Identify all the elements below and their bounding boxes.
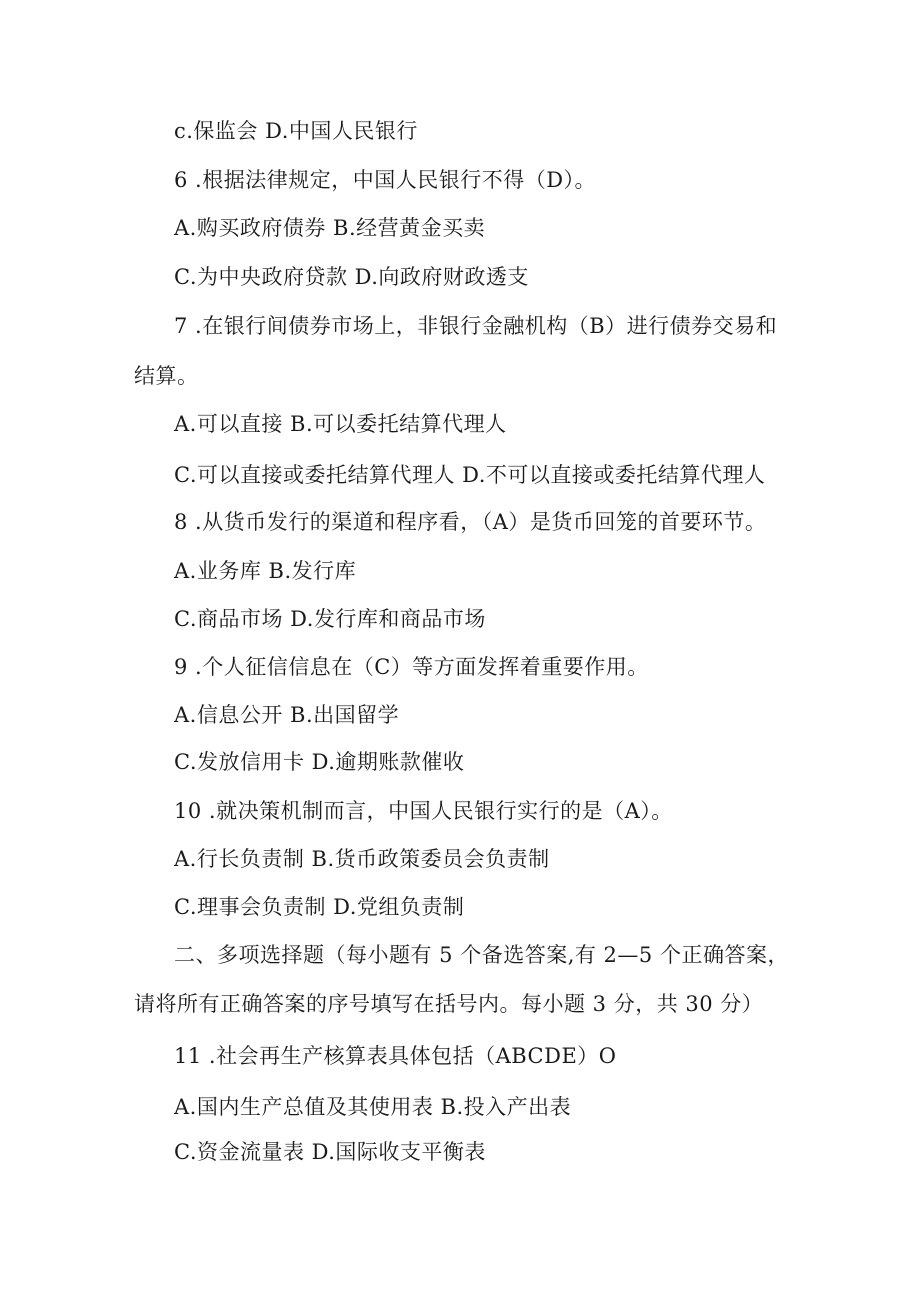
section-heading-multiple-choice: 二、多项选择题（每小题有 5 个备选答案,有 2—5 个正确答案， <box>174 943 789 967</box>
question-6-options-cd: C.为中央政府贷款 D.向政府财政透支 <box>174 265 529 289</box>
question-9-options-cd: C.发放信用卡 D.逾期账款催收 <box>174 750 465 774</box>
question-7-options-cd: C.可以直接或委托结算代理人 D.不可以直接或委托结算代理人 <box>174 463 766 487</box>
question-8: 8 .从货币发行的渠道和程序看，（A）是货币回笼的首要环节。 <box>174 510 767 534</box>
question-10: 10 .就决策机制而言，中国人民银行实行的是（A）。 <box>174 799 673 823</box>
question-10-options-cd: C.理事会负责制 D.党组负责制 <box>174 895 465 919</box>
question-8-options-ab: A.业务库 B.发行库 <box>174 559 357 583</box>
question-11-options-cd: C.资金流量表 D.国际收支平衡表 <box>174 1140 486 1164</box>
question-11-options-ab: A.国内生产总值及其使用表 B.投入产出表 <box>174 1095 572 1119</box>
text-line-option-c-d: c.保监会 D.中国人民银行 <box>174 119 418 143</box>
question-9: 9 .个人征信信息在（C）等方面发挥着重要作用。 <box>174 655 649 679</box>
question-7: 7 .在银行间债券市场上，非银行金融机构（B）进行债券交易和 <box>174 314 778 338</box>
question-6: 6 .根据法律规定，中国人民银行不得（D）。 <box>174 168 597 192</box>
question-11: 11 .社会再生产核算表具体包括（ABCDE）O <box>174 1044 617 1068</box>
question-7-options-ab: A.可以直接 B.可以委托结算代理人 <box>174 412 507 436</box>
question-8-options-cd: C.商品市场 D.发行库和商品市场 <box>174 607 486 631</box>
question-7-continued: 结算。 <box>134 364 199 388</box>
question-6-options-ab: A.购买政府债券 B.经营黄金买卖 <box>174 216 486 240</box>
question-10-options-ab: A.行长负责制 B.货币政策委员会负责制 <box>174 847 550 871</box>
section-heading-instructions: 请将所有正确答案的序号填写在括号内。每小题 3 分，共 30 分） <box>134 992 764 1016</box>
question-9-options-ab: A.信息公开 B.出国留学 <box>174 703 400 727</box>
